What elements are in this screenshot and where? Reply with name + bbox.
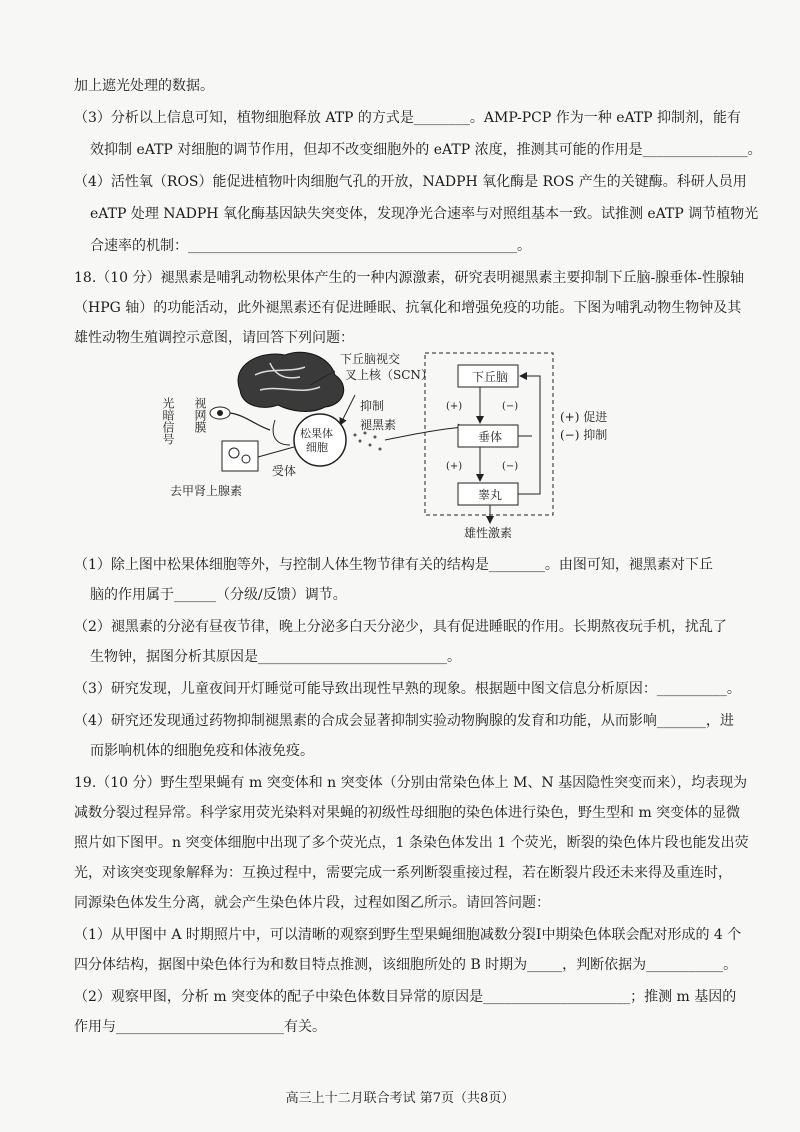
text-line: （1）从甲图中 A 时期照片中，可以清晰的观察到野生型果蝇细胞减数分裂Ⅰ中期染色体联会配对形成的 4 个 — [74, 927, 742, 943]
text-line: 照片如下图甲。n 突变体细胞中出现了多个荧光点，1 条染色体发出 1 个荧光，断裂的染色体片段也能发出荧 — [74, 835, 749, 851]
pineal-gland — [294, 414, 346, 466]
text-line: 四分体结构，据图中染色体行为和数目特点推测，该细胞所处的 B 时期为_____，判断依据为___________。 — [74, 957, 738, 973]
svg-text:睾丸: 睾丸 — [478, 488, 503, 502]
text-line: 光，对该突变现象解释为：互换过程中，需要完成一系列断裂重接过程，若在断裂片段还未来得及重连时， — [74, 865, 732, 881]
svg-text:垂体: 垂体 — [478, 430, 503, 444]
svg-text:(+): (+) — [446, 401, 463, 412]
text-line: 加上遮光处理的数据。 — [74, 78, 214, 94]
inhibit-label: 抑制 — [360, 399, 385, 413]
svg-text:(−): (−) — [502, 461, 519, 472]
brain-icon — [238, 352, 344, 411]
text-line: 合速率的机制：_______________________________________________。 — [90, 238, 531, 254]
text-line: 减数分裂过程异常。科学家用荧光染料对果蝇的初级性母细胞的染色体进行染色，野生型和 m 突变体的显微 — [74, 805, 741, 821]
text-line: 而影响机体的细胞免疫和体液免疫。 — [90, 743, 314, 759]
text-line: eATP 处理 NADPH 氧化酶基因缺失突变体，发现净光合速率与对照组基本一致。试推测 eATP 调节植物光 — [90, 206, 759, 222]
question-19-stem: 19.（10 分）野生型果蝇有 m 突变体和 n 突变体（分别由常染色体上 M、N 基因隐性突变而来），均表现为 — [74, 775, 748, 791]
svg-text:(+): (+) — [446, 461, 463, 472]
svg-text:叉上核（SCN）: 叉上核（SCN） — [345, 368, 433, 382]
text-line: 同源染色体发生分离，就会产生染色体片段，过程如图乙所示。请回答问题： — [74, 895, 550, 911]
page-footer: 高三上十二月联合考试 第7页（共8页） — [285, 1091, 515, 1106]
biological-clock-diagram — [160, 345, 640, 545]
retina-label: 视网膜 — [193, 397, 207, 433]
svg-text:下丘脑: 下丘脑 — [472, 370, 509, 384]
text-line: （HPG 轴）的功能活动，此外褪黑素还有促进睡眠、抗氧化和增强免疫的功能。下图为哺乳动物生物钟及其 — [74, 300, 742, 316]
melatonin-dots — [354, 432, 382, 451]
text-line: （4）活性氧（ROS）能促进植物叶肉细胞气孔的开放，NADPH 氧化酶是 ROS 产生的关键酶。科研人员用 — [74, 174, 747, 190]
melatonin-label: 褪黑素 — [360, 418, 397, 432]
text-line: 脑的作用属于______（分级/反馈）调节。 — [90, 587, 347, 603]
text-line: （1）除上图中松果体细胞等外，与控制人体生物节律有关的结构是________。由图可知，褪黑素对下丘 — [74, 557, 713, 573]
text-line: （3）分析以上信息可知，植物细胞释放 ATP 的方式是________。AMP-PCP 作为一种 eATP 抑制剂，能有 — [74, 110, 742, 126]
text-line: 雄性动物生殖调控示意图，请回答下列问题： — [74, 330, 354, 346]
svg-text:细胞: 细胞 — [306, 441, 328, 454]
legend-promote: (+) 促进 — [560, 410, 608, 424]
text-line: 生物钟，据图分析其原因是___________________________。 — [90, 649, 461, 665]
text-line: （2）观察甲图，分析 m 突变体的配子中染色体数目异常的原因是_____________________；推测 m 基因的 — [74, 989, 737, 1005]
question-18-stem: 18.（10 分）褪黑素是哺乳动物松果体产生的一种内源激素，研究表明褪黑素主要抑制下丘脑-腺垂体-性腺轴 — [74, 270, 744, 286]
text-line: （3）研究发现，儿童夜间开灯睡觉可能导致出现性早熟的现象。根据题中图文信息分析原因：__________。 — [74, 681, 741, 697]
androgen-label: 雄性激素 — [464, 526, 513, 540]
text-line: （4）研究还发现通过药物抑制褪黑素的合成会显著抑制实验动物胸腺的发育和功能，从而影响_______，进 — [74, 713, 734, 729]
nerve-ending-box — [222, 441, 258, 471]
light-signal-label: 光暗信号 — [161, 397, 175, 445]
receptor-label: 受体 — [272, 464, 297, 478]
text-line: 作用与________________________有关。 — [74, 1019, 326, 1035]
norepinephrine-label: 去甲肾上腺素 — [170, 484, 243, 498]
scn-label: 下丘脑视交 — [340, 352, 401, 366]
svg-text:(−): (−) — [502, 401, 519, 412]
pineal-label: 松果体 — [300, 427, 333, 440]
legend-inhibit: (−) 抑制 — [560, 428, 608, 442]
text-line: （2）褪黑素的分泌有昼夜节律，晚上分泌多白天分泌少，具有促进睡眠的作用。长期熬夜玩手机，扰乱了 — [74, 619, 727, 635]
text-line: 效抑制 eATP 对细胞的调节作用，但却不改变细胞外的 eATP 浓度，推测其可能的作用是_______________。 — [90, 142, 762, 158]
